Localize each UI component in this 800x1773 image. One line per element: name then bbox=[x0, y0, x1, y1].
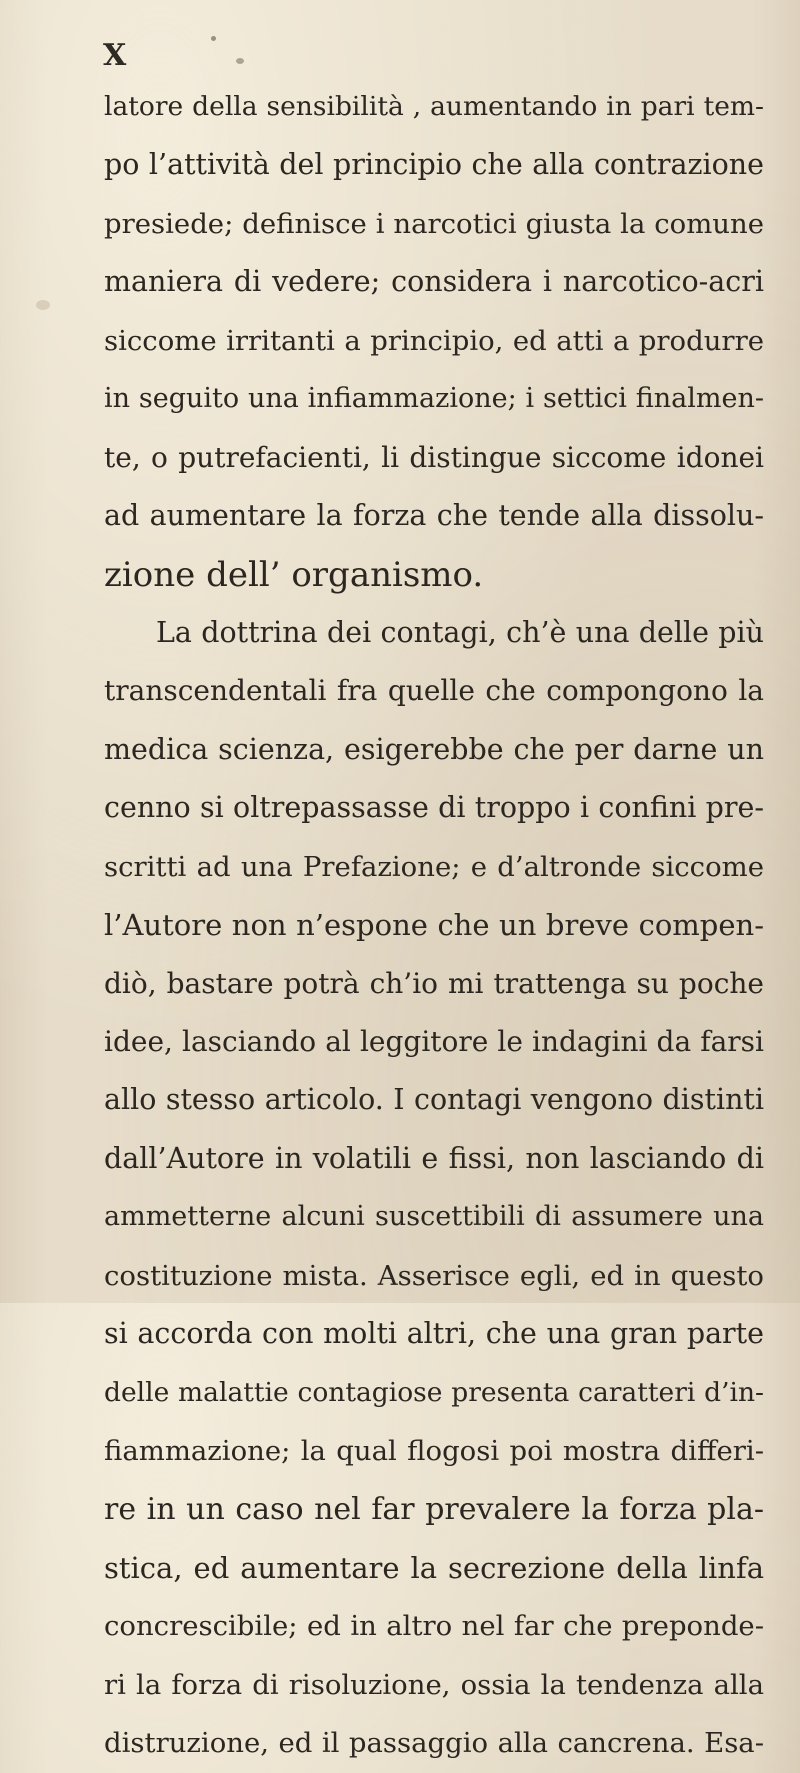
body-text bbox=[104, 78, 764, 1773]
text-line: costituzione mista. Asserisce egli, ed in questo bbox=[104, 1259, 764, 1292]
text-line: po l’attività del principio che alla contrazione bbox=[104, 148, 764, 182]
text-line: te, o putrefacienti, li distingue siccome idonei bbox=[104, 440, 764, 474]
paper-stain bbox=[36, 300, 50, 310]
text-line: siccome irritanti a principio, ed atti a produrre bbox=[104, 324, 764, 357]
text-line: ad aumentare la forza che tende alla dissolu- bbox=[104, 499, 764, 533]
text-line: dall’Autore in volatili e fissi, non lasciando di bbox=[104, 1141, 764, 1175]
text-line: medica scienza, esigerebbe che per darne un bbox=[104, 732, 764, 766]
text-line: latore della sensibilità , aumentando in pari tem- bbox=[104, 91, 764, 122]
text-line: presiede; definisce i narcotici giusta la comune bbox=[104, 207, 764, 240]
text-line: transcendentali fra quelle che compongono la bbox=[104, 674, 764, 708]
text-line: diò, bastare potrà ch’io mi trattenga su poche bbox=[104, 966, 764, 1000]
text-line: l’Autore non n’espone che un breve compen- bbox=[104, 908, 764, 943]
ink-speck bbox=[211, 36, 216, 41]
text-line: delle malattie contagiose presenta caratteri d’in- bbox=[104, 1376, 764, 1408]
paragraph-first-line: La dottrina dei contagi, ch’è una delle più bbox=[156, 615, 764, 649]
text-line: idee, lasciando al leggitore le indagini da farsi bbox=[104, 1025, 764, 1058]
ink-speck bbox=[236, 58, 244, 64]
text-line: in seguito una infiammazione; i settici finalmen- bbox=[104, 383, 764, 415]
text-line: ri la forza di risoluzione, ossia la tendenza alla bbox=[104, 1668, 764, 1701]
text-line: maniera di vedere; considera i narcotico-acri bbox=[104, 265, 764, 299]
text-line: scritti ad una Prefazione; e d’altronde siccome bbox=[104, 850, 764, 883]
text-line: allo stesso articolo. I contagi vengono distinti bbox=[104, 1083, 764, 1117]
text-line: concrescibile; ed in altro nel far che preponde- bbox=[104, 1610, 764, 1643]
text-line: si accorda con molti altri, che una gran parte bbox=[104, 1317, 764, 1351]
text-line: fiammazione; la qual flogosi poi mostra differi- bbox=[104, 1435, 764, 1468]
text-line: ammetterne alcuni suscettibili di assumere una bbox=[104, 1201, 764, 1233]
text-line: stica, ed aumentare la secrezione della linfa bbox=[104, 1550, 764, 1585]
text-line: zione dell’ organismo. bbox=[104, 554, 484, 595]
text-line: re in un caso nel far prevalere la forza pla- bbox=[104, 1491, 764, 1527]
text-line: distruzione, ed il passaggio alla cancrena. Esa- bbox=[104, 1727, 764, 1760]
page-number-mark: X bbox=[103, 38, 128, 73]
text-line: cenno si oltrepassasse di troppo i confini pre- bbox=[104, 791, 764, 825]
